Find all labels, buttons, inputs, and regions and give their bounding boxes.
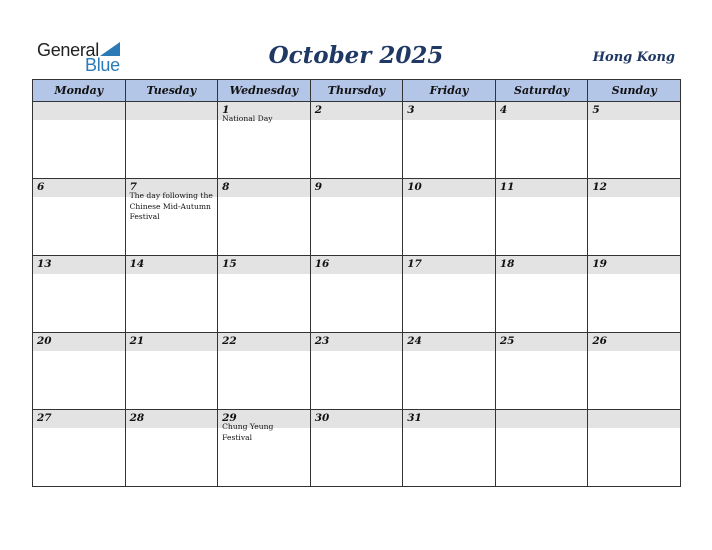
day-number: 18 [499, 258, 515, 270]
day-number: 24 [407, 335, 422, 347]
week-row [33, 333, 681, 410]
day-header-bar [311, 333, 403, 351]
day-header-bar [311, 256, 403, 274]
day-header-bar [218, 179, 310, 197]
day-header-bar [311, 410, 403, 428]
day-number: 15 [222, 258, 237, 270]
day-header-bar [403, 102, 495, 120]
day-header-bar [33, 333, 125, 351]
day-number: 3 [407, 104, 415, 116]
day-header-bar [496, 333, 588, 351]
day-number: 10 [407, 181, 422, 193]
holiday-label: National Day [222, 114, 273, 123]
day-cell [495, 333, 588, 410]
day-cell [495, 256, 588, 333]
day-cell [588, 333, 681, 410]
day-cell [403, 333, 496, 410]
calendar-title: October 2025 [268, 42, 444, 69]
day-cell [33, 179, 126, 256]
weekday-header: Sunday [588, 80, 681, 102]
day-number: 20 [37, 335, 52, 347]
day-cell [125, 333, 218, 410]
day-number: 7 [129, 181, 137, 193]
day-header-bar [218, 333, 310, 351]
day-number: 6 [37, 181, 45, 193]
day-header-bar [33, 102, 125, 120]
empty-day-cell [588, 410, 681, 487]
day-cell [403, 410, 496, 487]
holiday-label: Chung Yeung Festival [222, 422, 274, 442]
day-header-bar [311, 179, 403, 197]
holiday-label: The day following the Chinese Mid-Autumn Festival [129, 191, 213, 221]
day-cell [218, 256, 311, 333]
day-cell [495, 179, 588, 256]
day-cell [33, 256, 126, 333]
day-number: 31 [407, 412, 422, 424]
week-row [33, 410, 681, 487]
day-cell [125, 256, 218, 333]
logo-text-general: General [37, 40, 99, 60]
day-number: 23 [314, 335, 330, 347]
day-cell [125, 179, 218, 256]
day-number: 14 [129, 258, 145, 270]
day-header-bar [588, 102, 680, 120]
day-cell [218, 102, 311, 179]
day-cell [310, 333, 403, 410]
day-number: 4 [499, 104, 508, 116]
day-number: 29 [222, 412, 237, 424]
day-header-bar [126, 333, 218, 351]
day-number: 9 [314, 181, 322, 193]
week-row [33, 102, 681, 179]
day-number: 21 [129, 335, 145, 347]
day-cell [218, 410, 311, 487]
day-number: 11 [499, 181, 515, 193]
day-header-bar [496, 410, 588, 428]
day-header-bar [496, 256, 588, 274]
empty-day-cell [125, 102, 218, 179]
day-cell [403, 179, 496, 256]
day-cell [310, 179, 403, 256]
day-number: 8 [222, 181, 230, 193]
logo-text-blue: Blue [85, 55, 120, 75]
day-header-bar [126, 410, 218, 428]
day-number: 25 [499, 335, 515, 347]
day-number: 28 [129, 412, 145, 424]
empty-day-cell [33, 102, 126, 179]
day-cell [310, 256, 403, 333]
day-cell [403, 256, 496, 333]
day-cell [495, 102, 588, 179]
day-number: 26 [592, 335, 607, 347]
day-header-bar [588, 179, 680, 197]
weekday-header: Thursday [310, 80, 403, 102]
day-cell [33, 333, 126, 410]
weekday-header: Friday [403, 80, 496, 102]
empty-day-cell [495, 410, 588, 487]
weekday-header-row [33, 80, 681, 102]
day-number: 1 [222, 104, 230, 116]
day-header-bar [311, 102, 403, 120]
day-number: 13 [37, 258, 52, 270]
day-cell [310, 410, 403, 487]
day-cell [588, 256, 681, 333]
day-number: 30 [314, 412, 330, 424]
day-number: 17 [407, 258, 422, 270]
day-cell [310, 102, 403, 179]
day-cell [218, 179, 311, 256]
day-header-bar [126, 102, 218, 120]
weekday-header: Wednesday [218, 80, 311, 102]
day-header-bar [33, 256, 125, 274]
day-number: 12 [592, 181, 607, 193]
region-label: Hong Kong [592, 50, 675, 65]
week-row [33, 179, 681, 256]
calendar-grid [32, 79, 681, 487]
day-header-bar [218, 256, 310, 274]
day-cell [33, 410, 126, 487]
day-cell [403, 102, 496, 179]
day-number: 19 [592, 258, 607, 270]
day-header-bar [588, 410, 680, 428]
day-number: 27 [37, 412, 52, 424]
weekday-header: Saturday [495, 80, 588, 102]
day-number: 22 [222, 335, 237, 347]
day-cell [218, 333, 311, 410]
day-header-bar [126, 256, 218, 274]
day-number: 5 [592, 104, 600, 116]
weekday-header: Monday [33, 80, 126, 102]
day-cell [588, 179, 681, 256]
day-header-bar [588, 256, 680, 274]
day-header-bar [403, 256, 495, 274]
day-header-bar [588, 333, 680, 351]
day-header-bar [403, 333, 495, 351]
day-number: 2 [314, 104, 322, 116]
weekday-header: Tuesday [125, 80, 218, 102]
week-row [33, 256, 681, 333]
day-header-bar [496, 179, 588, 197]
day-header-bar [33, 410, 125, 428]
day-cell [125, 410, 218, 487]
day-cell [588, 102, 681, 179]
day-header-bar [403, 179, 495, 197]
day-header-bar [496, 102, 588, 120]
day-header-bar [33, 179, 125, 197]
day-header-bar [403, 410, 495, 428]
day-number: 16 [314, 258, 330, 270]
